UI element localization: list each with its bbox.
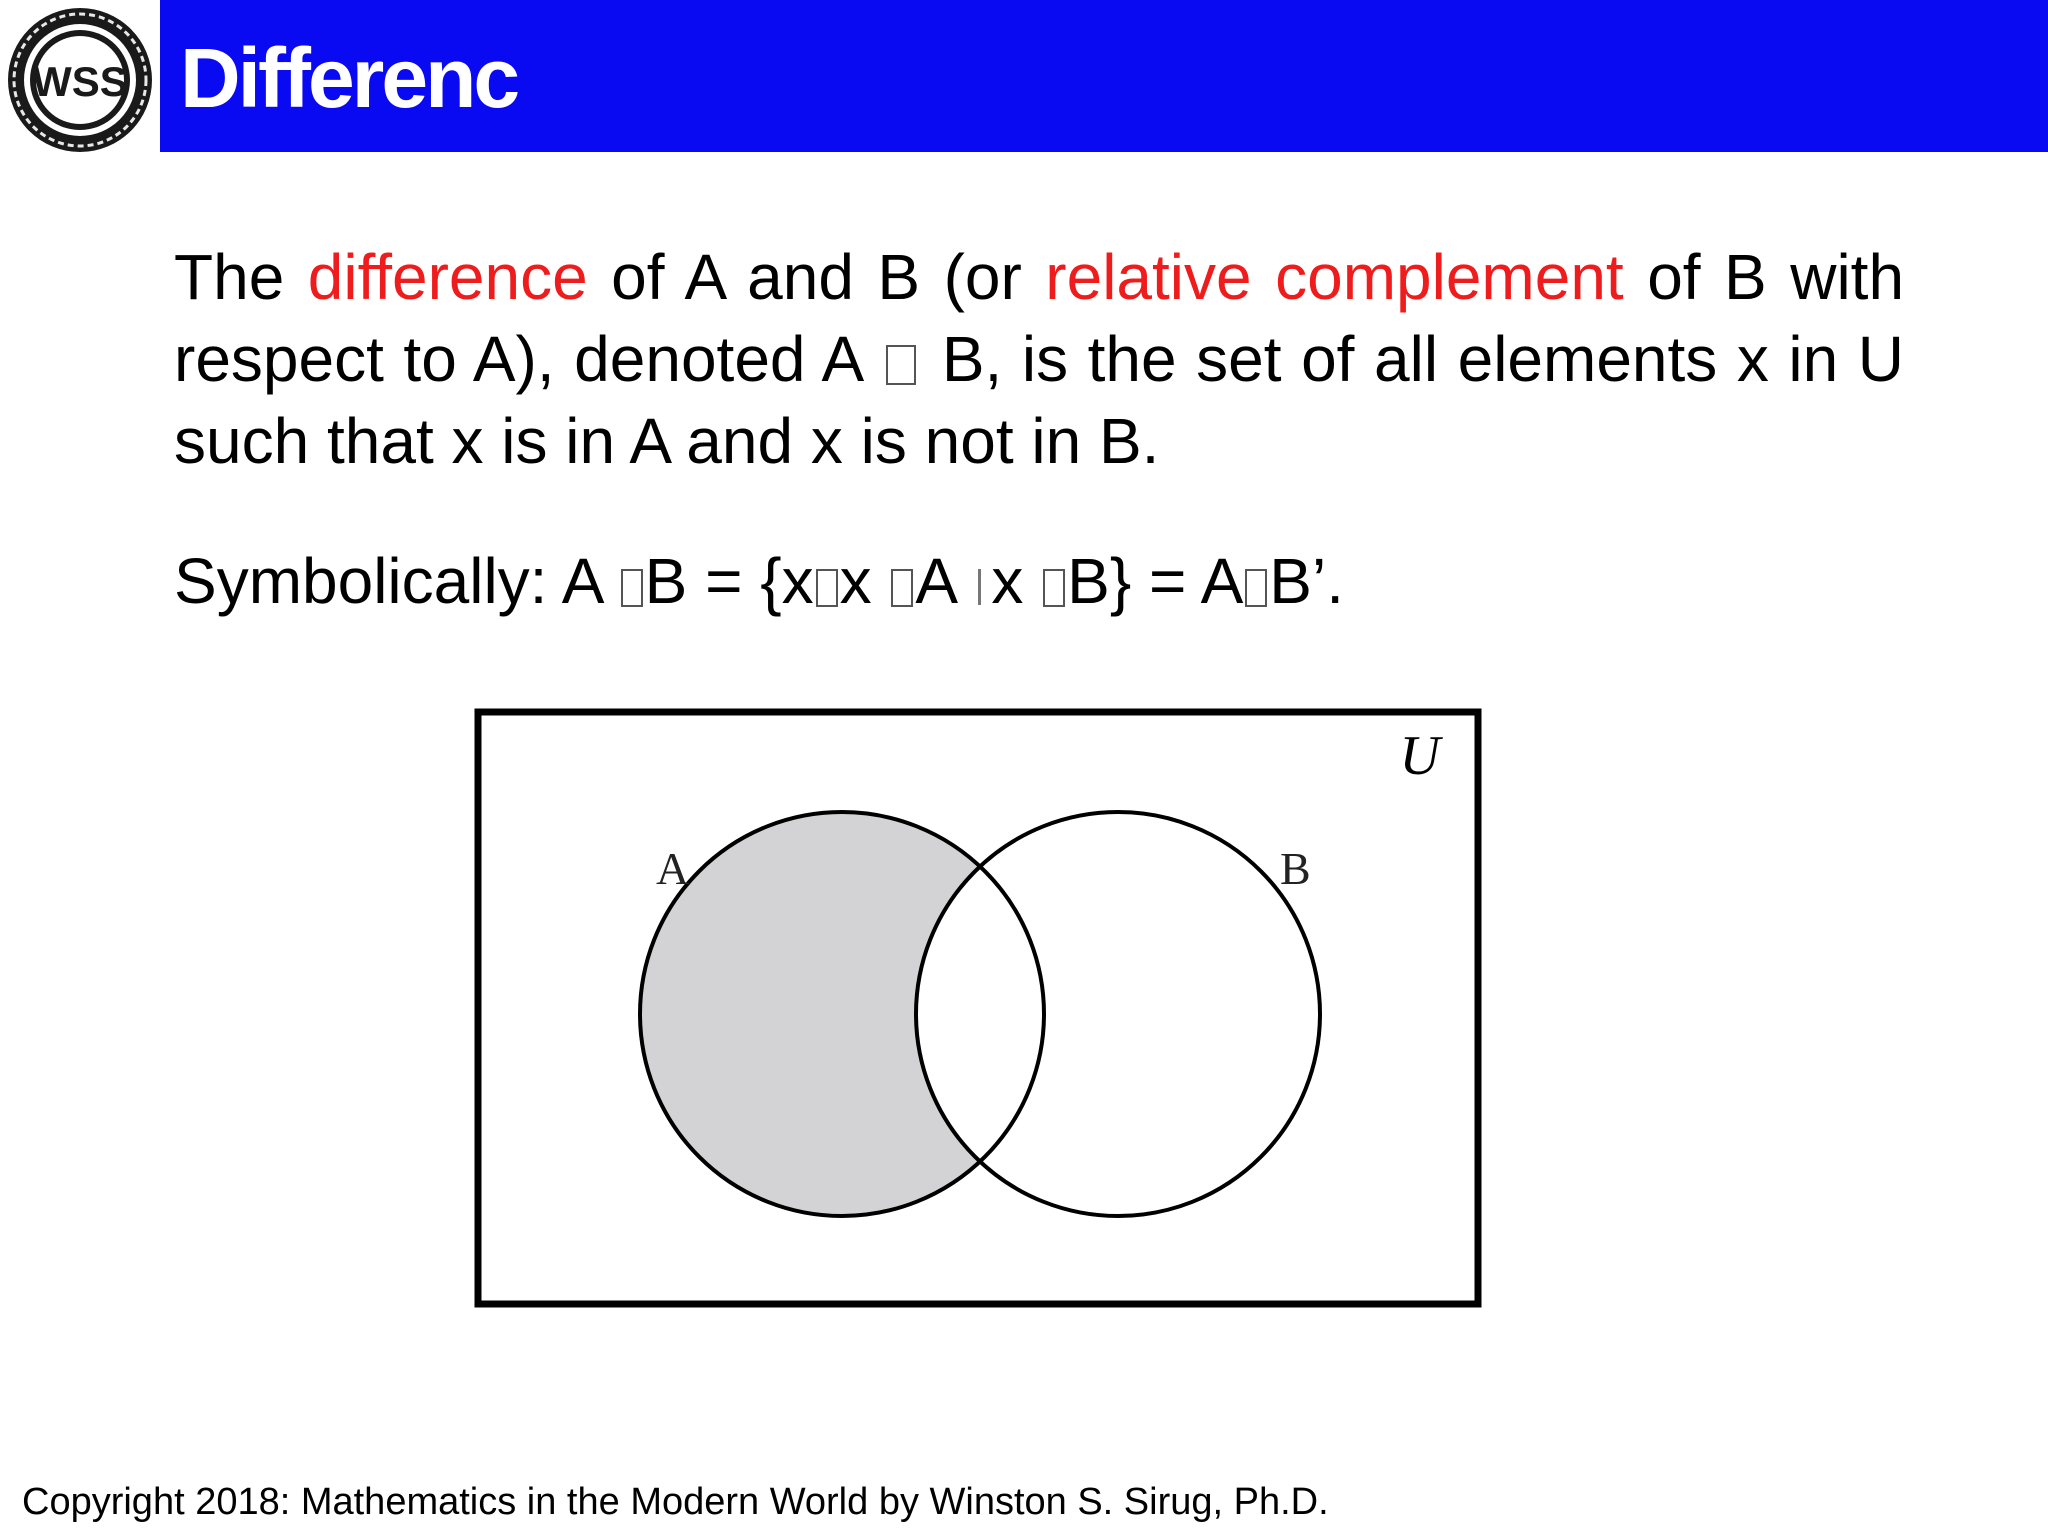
wss-logo — [4, 4, 156, 156]
definition-paragraph: The difference of A and B (or relative complement of B with respect to A), denoted A B, is the set of all elements x in U such that x is in A and x is not in B. — [174, 241, 1905, 477]
missing-glyph-icon — [816, 569, 838, 607]
universe-label: U — [1399, 725, 1440, 787]
missing-glyph-icon — [621, 569, 643, 607]
venn-diagram — [470, 706, 1486, 1310]
slide-title: Differenc — [180, 31, 518, 125]
missing-glyph-icon — [891, 569, 913, 607]
set-a-label: A — [656, 843, 690, 894]
copyright-footer: Copyright 2018: Mathematics in the Modern World by Winston S. Sirug, Ph.D. — [22, 1481, 1329, 1523]
shaded-region-a-minus-b — [640, 812, 1044, 1216]
set-b-label: B — [1280, 843, 1311, 894]
term-relative-complement: relative complement — [1045, 241, 1624, 313]
missing-glyph-icon — [1043, 569, 1065, 607]
logo-text: WSS — [32, 58, 128, 105]
missing-glyph-icon — [978, 569, 981, 605]
missing-glyph-icon — [1245, 569, 1267, 607]
symbolic-definition: Symbolically: A B = {x x A x B} = A B’. — [174, 545, 1344, 617]
missing-glyph-icon — [886, 345, 916, 385]
term-difference: difference — [307, 241, 588, 313]
